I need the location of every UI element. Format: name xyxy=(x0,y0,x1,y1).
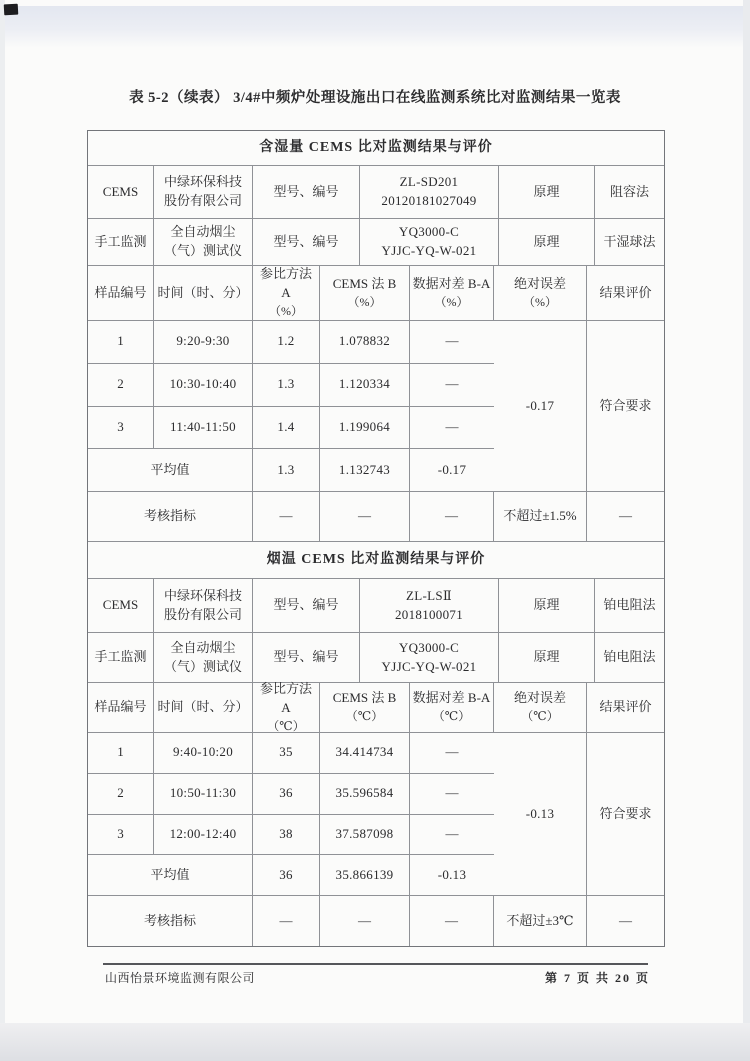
cell-manual-vendor xyxy=(154,219,253,265)
data-header-row xyxy=(88,680,664,733)
data-rows xyxy=(88,321,494,491)
cell-abs-error-merged: -0.17 xyxy=(494,321,587,491)
cell-cems-label: CEMS xyxy=(88,166,154,218)
col-header-pair-diff xyxy=(410,266,494,320)
cell-pair-diff: — xyxy=(445,376,459,392)
table-row xyxy=(88,321,494,364)
average-row xyxy=(88,855,494,895)
equipment-row-cems xyxy=(88,166,664,219)
cell-average-label: 平均值 xyxy=(88,855,253,895)
cell-assess-label: 考核指标 xyxy=(88,896,253,946)
col-header-abs-error xyxy=(494,683,587,732)
cell-average-diff: -0.17 xyxy=(437,461,467,477)
cell-assess-limit: 不超过±1.5% xyxy=(494,492,587,541)
cell-cems-b: 35.596584 xyxy=(320,774,410,814)
col-header-cems-b xyxy=(320,683,410,732)
cell-cems-b: 37.587098 xyxy=(320,815,410,855)
col-header-result: 结果评价 xyxy=(599,699,652,715)
col-header-time: 时间（时、分） xyxy=(154,683,253,732)
model-line1: ZL-SD201 xyxy=(399,174,459,190)
vendor-line2: （气）测试仪 xyxy=(163,243,242,258)
vendor-line1: 全自动烟尘 xyxy=(170,224,236,240)
vendor-line2: 股份有限公司 xyxy=(163,193,242,208)
cell-principle-value: 铂电阻法 xyxy=(603,649,656,665)
cell-average-a: 36 xyxy=(253,855,320,895)
cell-principle-label: 原理 xyxy=(499,166,595,218)
cell-model-label: 型号、编号 xyxy=(253,219,360,265)
cell-result-merged: 符合要求 xyxy=(599,805,652,821)
cell-model-value xyxy=(360,633,499,682)
col-header-sample-no: 样品编号 xyxy=(88,683,154,732)
cell-average-diff: -0.13 xyxy=(437,866,467,882)
col-header-cems-b xyxy=(320,266,410,320)
header-unit: （%） xyxy=(269,304,303,319)
data-rows xyxy=(88,733,494,895)
cell-time: 9:20-9:30 xyxy=(154,321,253,363)
cell-cems-b: 1.078832 xyxy=(320,321,410,363)
cell-model-label: 型号、编号 xyxy=(253,166,360,218)
cell-method-a: 35 xyxy=(253,733,320,773)
data-header-row xyxy=(88,266,664,321)
footer-company-name: 山西怡景环境监测有限公司 xyxy=(105,971,256,985)
vendor-line1: 全自动烟尘 xyxy=(170,639,236,655)
section-title: 含湿量 CEMS 比对监测结果与评价 xyxy=(259,139,493,155)
header-unit: （%） xyxy=(523,294,557,309)
average-row xyxy=(88,449,494,491)
data-block xyxy=(88,321,664,492)
header-label: 参比方法 A xyxy=(259,266,312,301)
cell-principle-label: 原理 xyxy=(499,219,595,265)
cell-pair-diff: — xyxy=(445,418,459,434)
cell-manual-vendor xyxy=(154,633,253,682)
model-line1: YQ3000-C xyxy=(398,224,460,240)
model-line2: YJJC-YQ-W-021 xyxy=(381,243,477,258)
header-unit: （℃） xyxy=(267,718,305,733)
table-row xyxy=(88,407,494,450)
equipment-row-manual xyxy=(88,633,664,683)
scan-bottom-shadow xyxy=(0,1023,750,1061)
cell-assess-result: — xyxy=(619,508,632,524)
cell-principle-value: 干湿球法 xyxy=(603,233,656,249)
table-row xyxy=(88,815,494,856)
cell-assess-a: — xyxy=(253,896,320,946)
header-label: 绝对误差 xyxy=(513,690,566,706)
header-unit: （℃） xyxy=(521,709,559,724)
section-title: 烟温 CEMS 比对监测结果与评价 xyxy=(266,551,486,567)
cell-assess-label: 考核指标 xyxy=(88,492,253,541)
cell-sample-no: 1 xyxy=(88,321,154,363)
header-unit: （℃） xyxy=(432,709,471,724)
header-label: 数据对差 B-A xyxy=(412,690,491,706)
cell-sample-no: 2 xyxy=(88,364,154,406)
cell-model-label: 型号、编号 xyxy=(253,579,360,632)
cell-time: 10:30-10:40 xyxy=(154,364,253,406)
footer-page-number: 第 7 页 共 20 页 xyxy=(544,971,650,985)
table-row xyxy=(88,774,494,815)
cell-result-merged: 符合要求 xyxy=(599,397,652,413)
vendor-line1: 中绿环保科技 xyxy=(163,587,242,603)
header-label: CEMS 法 B xyxy=(332,275,397,291)
cell-cems-b: 1.120334 xyxy=(320,364,410,406)
scan-left-edge xyxy=(0,0,5,1061)
col-header-pair-diff xyxy=(410,683,494,732)
header-label: 数据对差 B-A xyxy=(412,275,491,291)
header-label: 参比方法 A xyxy=(259,680,312,715)
cell-sample-no: 1 xyxy=(88,733,154,773)
cell-method-a: 1.2 xyxy=(253,321,320,363)
col-header-sample-no: 样品编号 xyxy=(88,266,154,320)
data-block xyxy=(88,733,664,896)
cell-principle-value: 铂电阻法 xyxy=(603,597,656,613)
cell-assess-b: — xyxy=(320,896,410,946)
cell-method-a: 38 xyxy=(253,815,320,855)
table-row xyxy=(88,364,494,407)
cell-method-a: 36 xyxy=(253,774,320,814)
model-line2: 20120181027049 xyxy=(381,193,477,208)
cell-cems-b: 34.414734 xyxy=(320,733,410,773)
scan-right-edge xyxy=(743,0,750,1061)
section-header-temperature xyxy=(88,542,664,579)
cell-time: 10:50-11:30 xyxy=(154,774,253,814)
cell-method-a: 1.3 xyxy=(253,364,320,406)
col-header-result: 结果评价 xyxy=(599,284,652,300)
cell-cems-vendor xyxy=(154,166,253,218)
header-label: CEMS 法 B xyxy=(332,690,397,706)
header-unit: （%） xyxy=(347,294,382,309)
cell-pair-diff: — xyxy=(445,825,459,841)
cell-model-value xyxy=(360,579,499,632)
col-header-time: 时间（时、分） xyxy=(154,266,253,320)
col-header-method-a xyxy=(253,680,320,733)
cell-method-a: 1.4 xyxy=(253,407,320,449)
scan-top-shadow xyxy=(0,6,750,48)
cell-average-b: 1.132743 xyxy=(320,449,410,491)
vendor-line2: （气）测试仪 xyxy=(163,658,242,674)
assessment-row xyxy=(88,896,664,946)
cell-model-value xyxy=(360,166,499,218)
cell-time: 9:40-10:20 xyxy=(154,733,253,773)
cell-assess-b: — xyxy=(320,492,410,541)
cell-assess-result: — xyxy=(619,912,632,928)
cell-average-label: 平均值 xyxy=(88,449,253,491)
cell-principle-label: 原理 xyxy=(499,633,595,682)
header-label: 绝对误差 xyxy=(513,275,566,291)
cell-sample-no: 2 xyxy=(88,774,154,814)
cell-abs-error-merged: -0.13 xyxy=(494,733,587,895)
cell-pair-diff: — xyxy=(445,744,459,760)
cell-average-a: 1.3 xyxy=(253,449,320,491)
cell-sample-no: 3 xyxy=(88,407,154,449)
footer-divider xyxy=(103,963,648,965)
cell-time: 11:40-11:50 xyxy=(154,407,253,449)
equipment-row-cems xyxy=(88,579,664,633)
section-header-humidity xyxy=(88,131,664,166)
cell-assess-diff: — xyxy=(410,492,494,541)
equipment-row-manual xyxy=(88,219,664,266)
cell-model-label: 型号、编号 xyxy=(253,633,360,682)
cell-cems-label: CEMS xyxy=(88,579,154,632)
cell-cems-vendor xyxy=(154,579,253,632)
comparison-results-table xyxy=(87,130,665,947)
header-unit: （%） xyxy=(434,294,469,309)
cell-assess-limit: 不超过±3℃ xyxy=(494,896,587,946)
model-line2: 2018100071 xyxy=(395,606,463,622)
model-line1: YQ3000-C xyxy=(398,639,460,655)
cell-pair-diff: — xyxy=(445,333,459,349)
cell-manual-label: 手工监测 xyxy=(88,219,154,265)
model-line1: ZL-LSⅡ xyxy=(405,587,453,603)
cell-manual-label: 手工监测 xyxy=(88,633,154,682)
document-title: 表 5-2（续表） 3/4#中频炉处理设施出口在线监测系统比对监测结果一览表 xyxy=(129,90,621,106)
model-line2: YJJC-YQ-W-021 xyxy=(381,658,477,674)
cell-sample-no: 3 xyxy=(88,815,154,855)
cell-model-value xyxy=(360,219,499,265)
cell-assess-a: — xyxy=(253,492,320,541)
cell-assess-diff: — xyxy=(410,896,494,946)
scan-corner-mark xyxy=(4,4,19,16)
cell-average-b: 35.866139 xyxy=(320,855,410,895)
cell-principle-value: 阻容法 xyxy=(609,183,649,199)
col-header-method-a xyxy=(253,266,320,320)
header-unit: （℃） xyxy=(345,709,384,724)
assessment-row xyxy=(88,492,664,542)
vendor-line2: 股份有限公司 xyxy=(163,606,242,622)
col-header-abs-error xyxy=(494,266,587,320)
table-row xyxy=(88,733,494,774)
vendor-line1: 中绿环保科技 xyxy=(163,174,242,190)
cell-cems-b: 1.199064 xyxy=(320,407,410,449)
cell-time: 12:00-12:40 xyxy=(154,815,253,855)
cell-pair-diff: — xyxy=(445,785,459,801)
cell-principle-label: 原理 xyxy=(499,579,595,632)
